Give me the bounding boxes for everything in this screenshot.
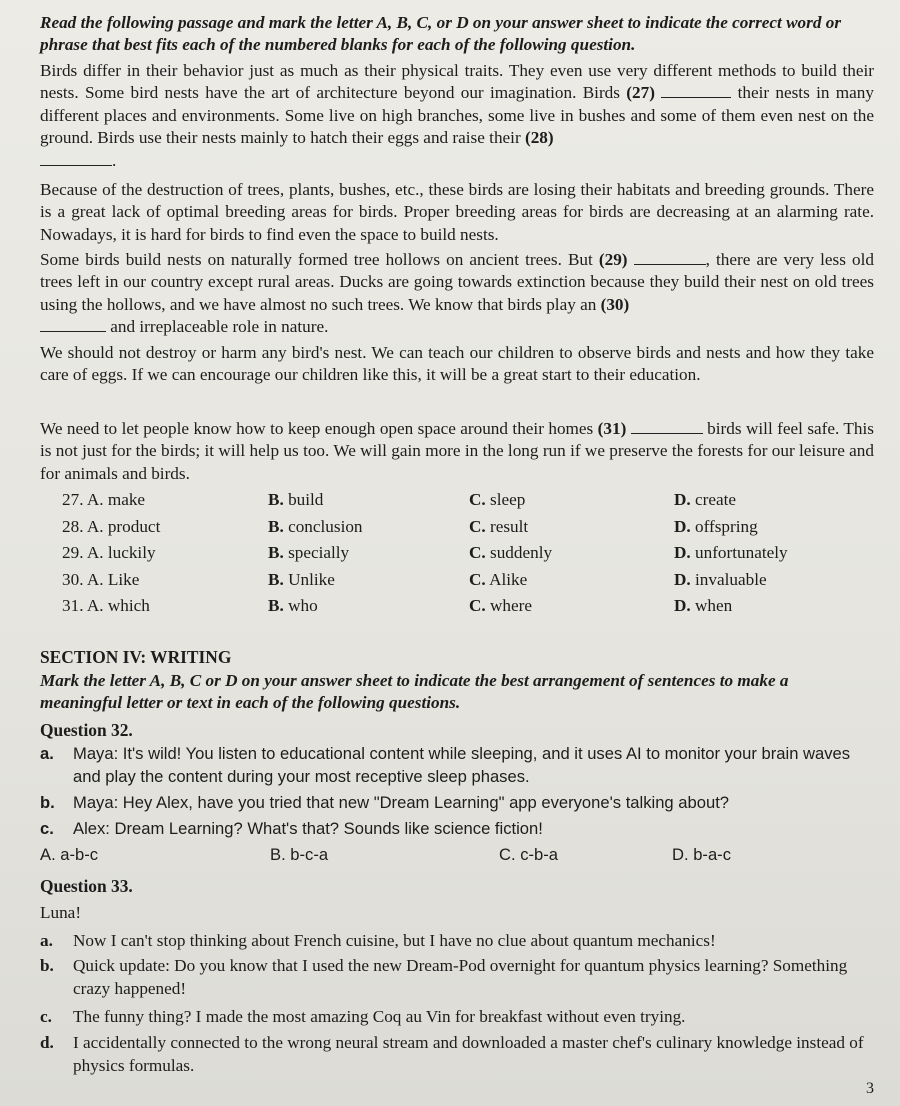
blank-28[interactable]: [40, 151, 112, 166]
q33-item-d: d. I accidentally connected to the wrong neural stream and downloaded a master chef's culinary knowledge instead of physics formulas.: [40, 1033, 864, 1075]
blank-31-number: (31): [597, 419, 627, 438]
q32-item-a: a. Maya: It's wild! You listen to educational content while sleeping, and it uses AI to monitor your brain waves and play the content during your most receptive sleep phases.: [40, 744, 851, 786]
q33-item-b: b. Quick update: Do you know that I used the new Dream-Pod overnight for quantum physics learning? Something crazy happened!: [40, 956, 848, 998]
option-30-a[interactable]: 30. A. Like: [62, 569, 140, 589]
p5-text-a: We need to let people know how to keep enough open space around their homes: [40, 419, 598, 438]
q32-item-c: c. Alex: Dream Learning? What's that? Sounds like science fiction!: [40, 819, 543, 838]
q32-answer-d[interactable]: D. b-a-c: [672, 845, 732, 864]
reading-instruction: [40, 12, 874, 57]
option-31-c[interactable]: C. where: [469, 596, 533, 615]
p2-text: Because of the destruction of trees, plants, bushes, etc., these birds are losing their habitats and breeding grounds. There is a great lack of optimal breeding areas for birds. Proper breeding areas for birds are decreasing at an alarming rate. Nowadays, it is hard for birds to find even the space to build nests.: [40, 180, 874, 244]
option-30-d[interactable]: D. invaluable: [674, 569, 767, 589]
passage-paragraph-3: [40, 249, 874, 339]
blank-27-number: (27): [626, 83, 655, 103]
question-32-title: Question 32.: [40, 719, 133, 740]
p1-text-b: their nests in many different places and environments. Some live on high branches, some live in bushes and some of them even nest on the ground. Birds use their nests mainly to hatch their eggs and raise their: [40, 83, 874, 148]
blank-28-number: (28): [524, 128, 554, 148]
p1-text-a: Birds differ in their behavior just as much as their physical traits. They even use very different methods to build their nests. Some bird nests have the art of architecture beyond our imagination. Birds: [40, 61, 874, 103]
passage-paragraph-5: [40, 418, 874, 485]
q32-item-b: b. Maya: Hey Alex, have you tried that new "Dream Learning" app everyone's talking about?: [40, 793, 730, 812]
question-33: [40, 876, 874, 924]
option-row-27: [62, 490, 862, 517]
options-table: [62, 490, 862, 623]
passage-paragraph-4: [40, 342, 874, 387]
p3-text-a: Some birds build nests on naturally formed tree hollows on ancient trees. But: [40, 250, 599, 269]
option-row-28: [62, 517, 862, 544]
page-number: 3: [866, 1080, 874, 1097]
option-28-b[interactable]: B. conclusion: [268, 516, 363, 536]
reading-instruction-text: Read the following passage and mark the letter A, B, C, or D on your answer sheet to indicate the correct word or phrase that best fits each of the numbered blanks for each of the following question.: [40, 13, 842, 55]
option-29-b[interactable]: B. specially: [268, 543, 350, 562]
blank-30-number: (30): [600, 294, 630, 314]
q33-item-a: a. Now I can't stop thinking about French cuisine, but I have no clue about quantum mechanics!: [40, 931, 716, 950]
option-27-b[interactable]: B. build: [268, 490, 324, 509]
q32-answer-c[interactable]: C. c-b-a: [499, 845, 559, 864]
section-title: SECTION IV: WRITING: [40, 647, 232, 667]
option-row-29: [62, 543, 862, 570]
blank-31[interactable]: [631, 419, 703, 434]
option-31-b[interactable]: B. who: [268, 596, 318, 615]
writing-section: [40, 647, 874, 741]
passage-paragraph-2: [40, 179, 874, 246]
blank-27[interactable]: [661, 83, 731, 98]
p5-text-b: birds will feel safe. This is not just for the birds; it will help us too. We will gain more in the long run if we preserve the forests for our leisure and for animals and birds.: [40, 419, 874, 483]
option-29-a[interactable]: 29. A. luckily: [62, 543, 156, 562]
q33-greeting: Luna!: [40, 903, 82, 922]
question-33-title: Question 33.: [40, 876, 133, 896]
p4-text: We should not destroy or harm any bird's nest. We can teach our children to observe birds and nests and how they take care of eggs. If we can encourage our children like this, it will be a great start to their education.: [40, 343, 874, 385]
option-29-d[interactable]: D. unfortunately: [674, 543, 788, 562]
option-row-30: [62, 570, 862, 597]
option-30-c[interactable]: C. Alike: [469, 569, 528, 589]
blank-29[interactable]: [634, 250, 706, 265]
option-27-a[interactable]: 27. A. make: [62, 490, 146, 509]
p3-text-c: and irreplaceable role in nature.: [106, 317, 329, 337]
q32-answer-a[interactable]: A. a-b-c: [40, 845, 99, 864]
option-31-d[interactable]: D. when: [674, 596, 733, 615]
blank-29-number: (29): [598, 250, 628, 269]
option-28-a[interactable]: 28. A. product: [62, 516, 161, 536]
q33-item-c: c. The funny thing? I made the most amazing Coq au Vin for breakfast without even trying.: [40, 1007, 686, 1026]
option-28-d[interactable]: D. offspring: [674, 516, 758, 536]
option-31-a[interactable]: 31. A. which: [62, 596, 150, 615]
option-28-c[interactable]: C. result: [469, 516, 529, 536]
option-30-b[interactable]: B. Unlike: [268, 569, 335, 589]
q32-answer-b[interactable]: B. b-c-a: [270, 845, 329, 864]
writing-instruction: Mark the letter A, B, C or D on your answer sheet to indicate the best arrangement of sentences to make a meaningful letter or text in each of the following questions.: [40, 671, 789, 713]
p3-text-b: , there are very less old trees left in our country except rural areas. Ducks are going towards extinction because they build their nest on old trees using the hollows, and we have almost no such trees. We know that birds play an: [40, 250, 874, 314]
blank-30[interactable]: [40, 317, 106, 332]
passage-paragraph-1: Birds differ in their behavior just as much as their physical traits. They even use very different methods to build their nests. Some bird nests have the art of architecture beyond our imagination. Birds (27) their nests in many different places and environments. Some live on high branches, some live in bushes and some of them even nest on the ground. Birds use their nests mainly to hatch their eggs and raise their (28) .: [40, 61, 874, 170]
option-row-31: [62, 596, 862, 623]
option-27-c[interactable]: C. sleep: [469, 490, 526, 509]
option-27-d[interactable]: D. create: [674, 490, 737, 509]
option-29-c[interactable]: C. suddenly: [469, 543, 553, 562]
